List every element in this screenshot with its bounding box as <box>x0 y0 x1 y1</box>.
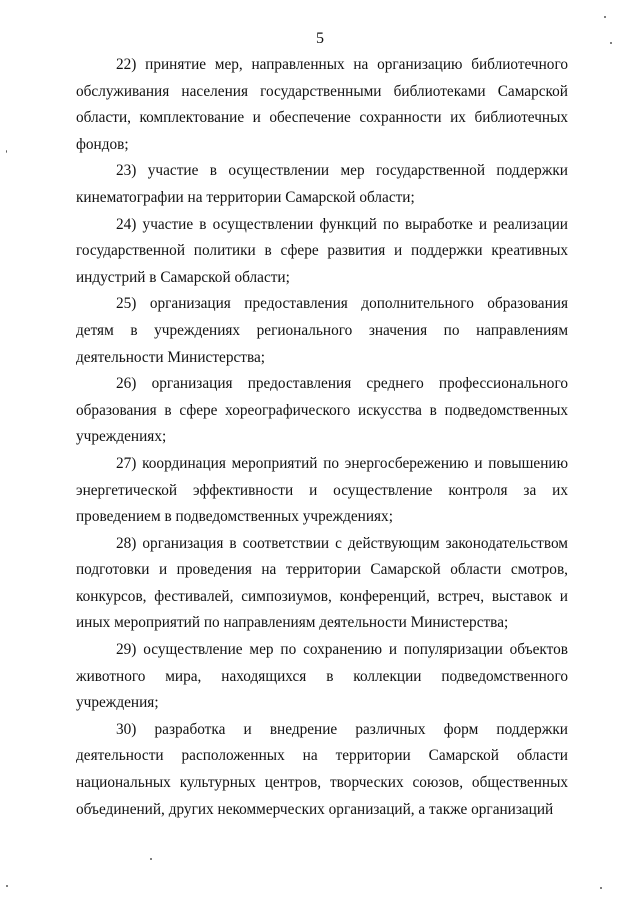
scan-speck <box>6 150 7 153</box>
list-item: 25) организация предоставления дополнительного образования детям в учреждениях регионального значения по направлениям деятельности Министерства; <box>76 295 568 366</box>
list-item: 22) принятие мер, направленных на организацию библиотечного обслуживания населения государственными библиотеками Самарской области, комплектование и обеспечение сохранности их библиотечных фондов; <box>76 56 568 153</box>
scan-speck <box>604 16 606 18</box>
list-item: 29) осуществление мер по сохранению и популяризации объектов животного мира, находящихся в коллекции подведомственного учреждения; <box>76 641 568 712</box>
scan-speck <box>6 885 8 887</box>
list-item: 23) участие в осуществлении мер государственной поддержки кинематографии на территории Самарской области; <box>76 162 568 206</box>
list-item: 27) координация мероприятий по энергосбережению и повышению энергетической эффективности и осуществление контроля за их проведением в подведомственных учреждениях; <box>76 454 568 526</box>
document-body <box>76 52 568 823</box>
scan-speck <box>610 42 612 44</box>
page-number: 5 <box>316 30 324 47</box>
list-item: 30) разработка и внедрение различных форм поддержки деятельности расположенных на территории Самарской области национальных культурных центров, творческих союзов, общественных объединений, других некоммерческих организаций, а также организаций <box>76 720 568 818</box>
scan-speck <box>150 858 152 860</box>
list-item: 26) организация предоставления среднего профессионального образования в сфере хореографического искусства в подведомственных учреждениях; <box>76 375 568 446</box>
scan-speck <box>600 887 602 889</box>
list-item: 24) участие в осуществлении функций по выработке и реализации государственной политики в сфере развития и поддержки креативных индустрий в Самарской области; <box>76 215 568 286</box>
list-item: 28) организация в соответствии с действующим законодательством подготовки и проведения на территории Самарской области смотров, конкурсов, фестивалей, симпозиумов, конференций, встреч, выставок и иных мероприятий по направлениям деятельности Министерства; <box>76 534 568 632</box>
